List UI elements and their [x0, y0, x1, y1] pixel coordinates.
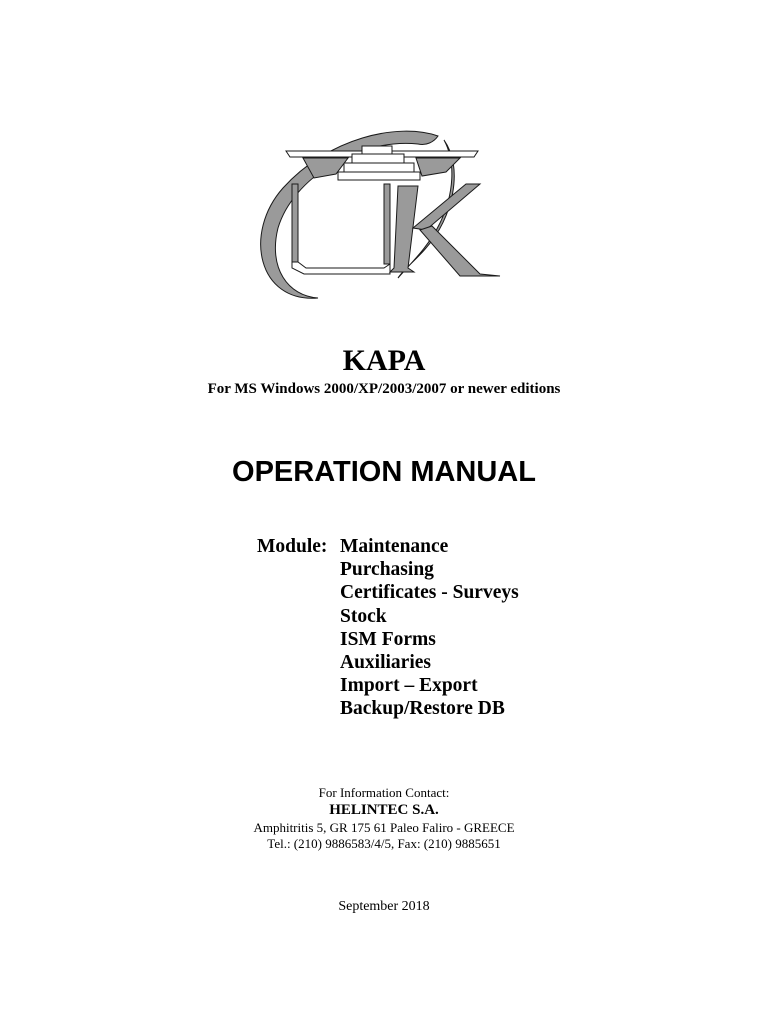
contact-label: For Information Contact: [318, 785, 450, 800]
company-phone: Tel.: (210) 9886583/4/5, Fax: (210) 9885651 [267, 836, 501, 851]
kapa-logo-icon [248, 128, 523, 306]
publication-date: September 2018 [338, 899, 430, 914]
company-name: HELINTEC S.A. [329, 802, 439, 818]
module-item: Stock [340, 605, 387, 627]
contact-block [0, 784, 768, 852]
module-list [340, 535, 519, 721]
platform-note: For MS Windows 2000/XP/2003/2007 or newer editions [207, 381, 561, 397]
module-item: Certificates - Surveys [340, 582, 519, 604]
module-item: Maintenance [340, 536, 449, 557]
module-item: Purchasing [340, 559, 434, 581]
module-label: Module: [257, 536, 328, 557]
module-item: Backup/Restore DB [340, 698, 505, 720]
document-title: OPERATION MANUAL [232, 456, 536, 488]
module-item: Import – Export [340, 675, 478, 697]
module-item: ISM Forms [340, 628, 436, 650]
company-address: Amphitritis 5, GR 175 61 Paleo Faliro - GREECE [253, 820, 515, 835]
product-title: KAPA [342, 344, 426, 377]
module-item: Auxiliaries [340, 652, 431, 674]
